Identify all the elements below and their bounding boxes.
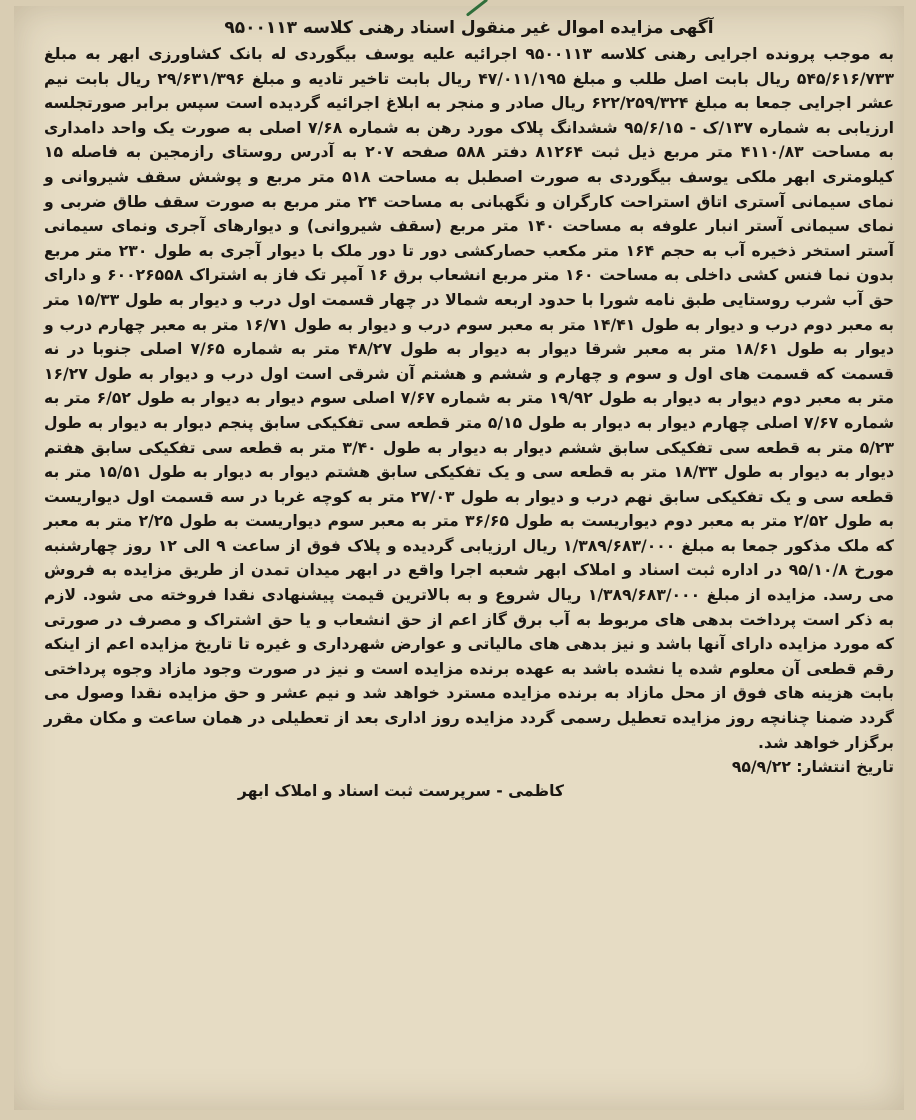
- newspaper-clipping: [14, 6, 904, 1110]
- signature: کاظمی - سرپرست ثبت اسناد و املاک ابهر: [237, 782, 564, 801]
- auction-notice: [44, 16, 894, 803]
- pen-mark: [466, 0, 488, 17]
- publish-date: تاریخ انتشار: ۹۵/۹/۲۲: [731, 758, 894, 777]
- notice-body: به موجب پرونده اجرایی رهنی کلاسه ۹۵۰۰۱۱۳ اجرائیه علیه یوسف بیگوردی له بانک کشاورزی ابهر به مبلغ ۵۴۵/۶۱۶/۷۳۳ ریال بابت اصل طلب و مبلغ ۴۷/۰۱۱/۱۹۵ ریال بابت تاخیر تادیه و مبلغ ۲۹/۶۳۱/۳۹۶ ریال بابت نیم عشر اجرایی جمعا به مبلغ ۶۲۲/۲۵۹/۳۲۴ ریال صادر و منجر به ابلاغ اجرائیه گردیده است سپس برابر صورتجلسه ارزیابی به شماره ۱۳۷/ک - ۹۵/۶/۱۵ ششدانگ پلاک مورد رهن به شماره ۷/۶۸ اصلی به صورت یک واحد دامداری به مساحت ۴۱۱۰/۸۳ متر مربع ذیل ثبت ۸۱۲۶۴ دفتر ۵۸۸ صفحه ۲۰۷ به آدرس روستای رازمجین به فاصله ۱۵ کیلومتری ابهر ملکی یوسف بیگوردی به صورت اصطبل به مساحت ۵۱۸ متر مربع و پوشش سقف شیروانی و نمای سیمانی آستری اتاق استراحت کارگران و نگهبانی به مساحت ۲۴ متر مربع به صورت سقف طاق ضربی و نمای سیمانی آستر انبار علوفه به مساحت ۱۴۰ متر مربع (سقف شیروانی) و دیوارهای آجری ونمای سیمانی آستر استخر ذخیره آب به حجم ۱۶۴ متر مکعب حصارکشی دور تا دور ملک با دیوار آجری به طول ۲۳۰ متر مربع بدون نما فنس کشی داخلی به مساحت ۱۶۰ متر مربع انشعاب برق ۱۶ آمپر تک فاز به اشتراک ۶۰۰۲۶۵۵۸ و دارای حق آب شرب روستایی طبق نامه شورا با حدود اربعه شمالا در چهار قسمت اول درب و دیوار به طول ۱۵/۳۳ متر به معبر دوم درب و دیوار به طول ۱۴/۴۱ متر به معبر سوم درب و دیوار به طول ۱۶/۷۱ متر به معبر چهارم درب و دیوار به طول ۱۸/۶۱ متر به معبر شرقا دیوار به دیوار به طول ۴۸/۲۷ متر به شماره ۷/۶۵ اصلی جنوبا در نه قسمت که قسمت های اول و سوم و چهارم و ششم و هشتم آن شرقی است اول درب و دیوار به طول ۱۶/۲۷ متر به معبر دوم دیوار به دیوار به طول ۱۹/۹۲ متر به شماره ۷/۶۷ اصلی سوم دیوار به دیوار به طول ۶/۵۲ متر به شماره ۷/۶۷ اصلی چهارم دیوار به دیوار به طول ۵/۱۵ متر قطعه سی تفکیکی سابق پنجم دیوار به دیوار به طول ۵/۲۳ متر به قطعه سی تفکیکی سابق ششم دیوار به دیوار به طول ۳/۴۰ متر به قطعه سی تفکیکی سابق هفتم دیوار به دیوار به طول ۱۸/۳۳ متر به قطعه سی و یک تفکیکی سابق هشتم دیوار به دیوار به طول ۱۵/۵۱ متر به قطعه سی و یک تفکیکی سابق نهم درب و دیوار به طول ۲۷/۰۳ متر به کوچه غربا در سه قسمت اول دیواریست به طول ۲/۵۲ متر به معبر دوم دیواریست به طول ۳۶/۶۵ متر به معبر سوم دیواریست به طول ۲/۲۵ متر به معبر که ملک مذکور جمعا به مبلغ ۱/۳۸۹/۶۸۳/۰۰۰ ریال ارزیابی گردیده و پلاک فوق از ساعت ۹ الی ۱۲ روز چهارشنبه مورخ ۹۵/۱۰/۸ در اداره ثبت اسناد و املاک ابهر شعبه اجرا واقع در ابهر میدان تمدن از طریق مزایده به فروش می رسد. مزایده از مبلغ ۱/۳۸۹/۶۸۳/۰۰۰ ریال شروع و به بالاترین قیمت پیشنهادی نقدا فروخته می شود. لازم به ذکر است پرداخت بدهی های مربوط به آب برق گاز اعم از حق انشعاب و یا حق اشتراک و مصرف در صورتی که مورد مزایده دارای آنها باشد و نیز بدهی های مالیاتی و عوارض شهرداری و غیره تا تاریخ مزایده اعم از اینکه رقم قطعی آن معلوم شده یا نشده باشد به عهده برنده مزایده است و نیز در صورت وجود مازاد وجوه پرداختی بابت هزینه های فوق از محل مازاد به برنده مزایده مسترد خواهد شد و نیم عشر و حق مزایده نقدا وصول می گردد ضمنا چنانچه روز مزایده تعطیل رسمی گردد مزایده روز اداری بعد از تعطیلی در همان ساعت و مکان مقرر برگزار خواهد شد.: [44, 45, 895, 752]
- notice-title: آگهی مزایده اموال غیر منقول اسناد رهنی کلاسه ۹۵۰۰۱۱۳: [224, 18, 714, 38]
